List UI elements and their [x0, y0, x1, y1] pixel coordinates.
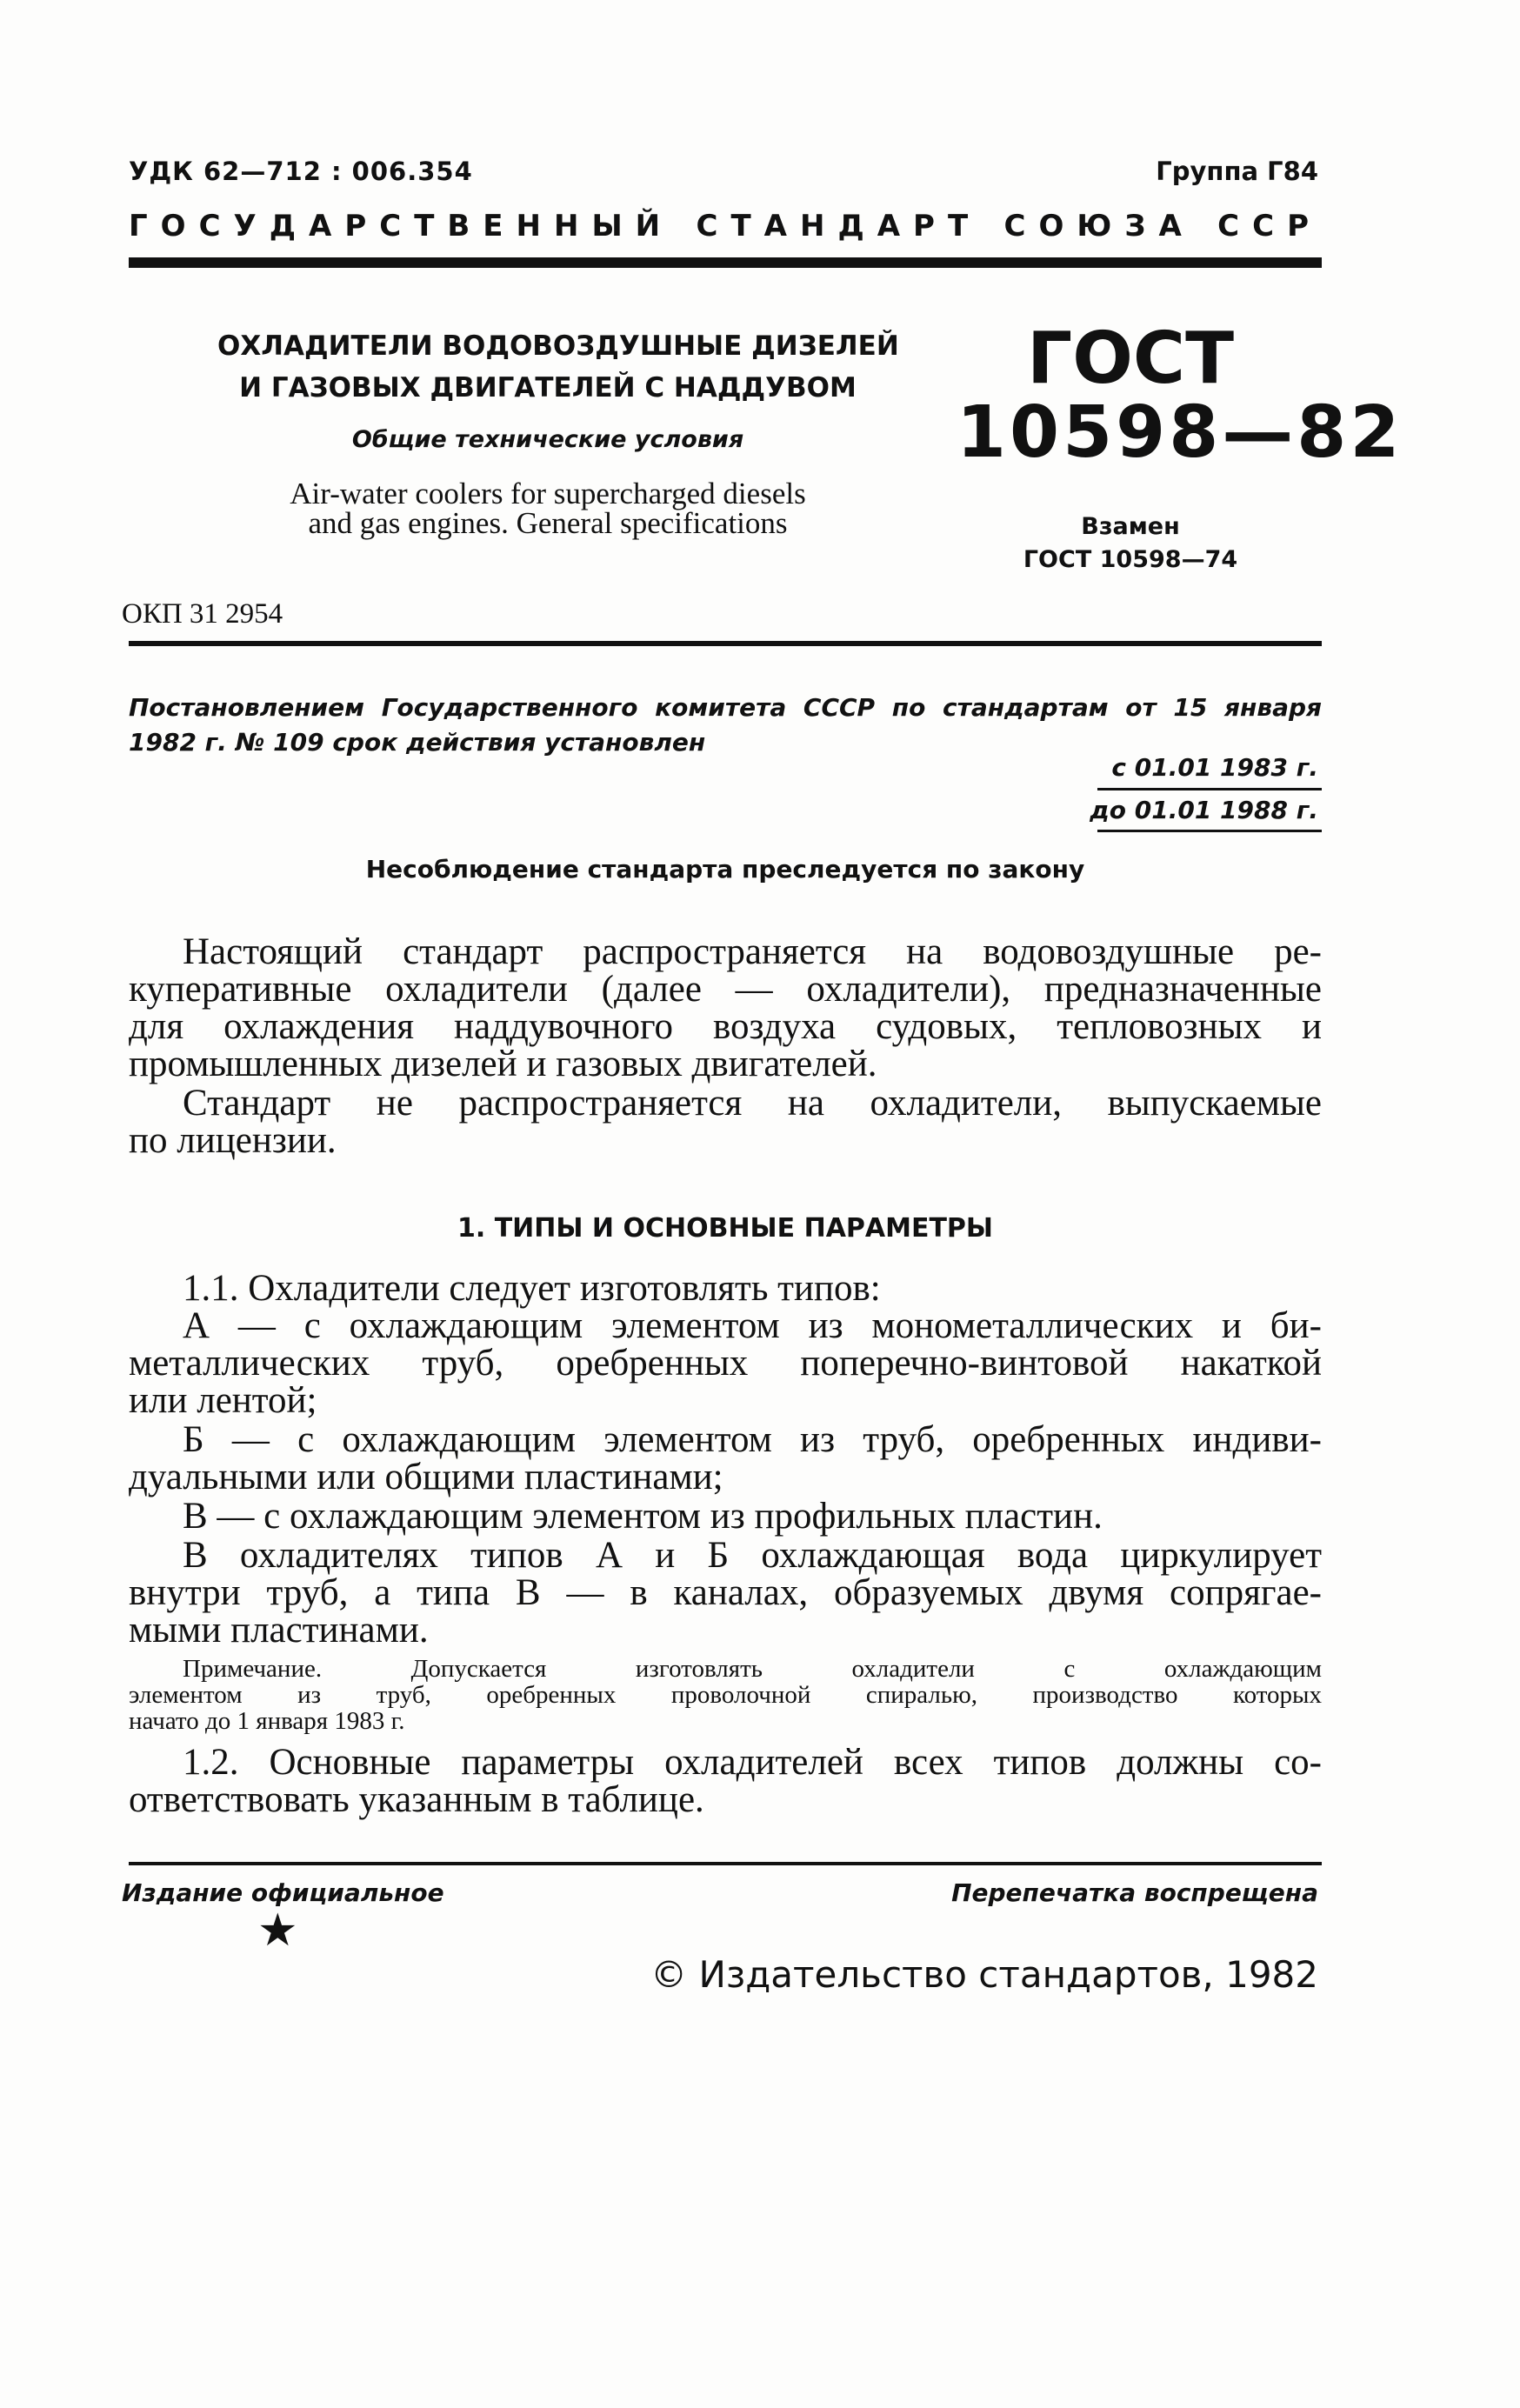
type-a-line: металлических труб, оребренных поперечно-винтовой накаткой: [129, 1343, 1322, 1384]
section-title: 1. ТИПЫ И ОСНОВНЫЕ ПАРАМЕТРЫ: [457, 1213, 993, 1244]
law-notice: Несоблюдение стандарта преследуется по закону: [365, 855, 1085, 884]
intro-p1-line: Настоящий стандарт распространяется на водовоздушные ре-: [183, 931, 1322, 972]
decree-text: Постановлением Государственного комитета СССР по стандартам от 15 января 1982 г. № 109 срок действия установлен: [129, 693, 1322, 757]
footer-rule: [129, 1862, 1322, 1865]
english-title-line-1: Air-water coolers for supercharged diesels: [290, 477, 806, 510]
type-b-line: дуальными или общими пластинами;: [129, 1457, 723, 1497]
gost-label: ГОСТ: [1026, 317, 1235, 400]
circulation-line: В охладителях типов А и Б охлаждающая вода циркулирует: [183, 1535, 1322, 1576]
english-title-line-2: and gas engines. General specifications: [308, 506, 788, 540]
clause-1-2-line: ответствовать указанным в таблице.: [129, 1779, 704, 1820]
top-rule: [129, 257, 1322, 268]
replaces-label: Взамен: [1081, 513, 1180, 540]
section-rule: [129, 641, 1322, 646]
type-v-line: В — с охлаждающим элементом из профильных пластин.: [183, 1496, 1103, 1537]
note-line: Примечание. Допускается изготовлять охладители с охлаждающим: [183, 1655, 1322, 1683]
title-line-2: И ГАЗОВЫХ ДВИГАТЕЛЕЙ С НАДДУВОМ: [239, 372, 857, 404]
circulation-line: мыми пластинами.: [129, 1610, 429, 1651]
type-a-line: А — с охлаждающим элементом из монометаллических и би-: [183, 1305, 1322, 1346]
udk-code: УДК 62—712 : 006.354: [129, 157, 473, 186]
heading-word: СОЮЗА: [1003, 209, 1195, 243]
copyright: © Издательство стандартов, 1982: [650, 1953, 1318, 1996]
valid-to: до 01.01 1988 г.: [1090, 796, 1318, 824]
heading-word: ГОСУДАРСТВЕННЫЙ: [129, 209, 674, 243]
clause-1-1: 1.1. Охладители следует изготовлять типов:: [183, 1268, 881, 1309]
state-standard-heading: [129, 209, 1322, 243]
intro-p2-line: Стандарт не распространяется на охладители, выпускаемые: [183, 1083, 1322, 1124]
heading-word: СТАНДАРТ: [696, 209, 982, 243]
valid-from-underline: [1097, 788, 1322, 790]
clause-1-2-line: 1.2. Основные параметры охладителей всех типов должны со-: [183, 1742, 1322, 1783]
valid-to-underline: [1097, 830, 1322, 832]
reprint-prohibited: Перепечатка воспрещена: [951, 1878, 1318, 1907]
intro-p2-line: по лицензии.: [129, 1120, 337, 1161]
title-line-1: ОХЛАДИТЕЛИ ВОДОВОЗДУШНЫЕ ДИЗЕЛЕЙ: [217, 330, 899, 362]
intro-p1-line: куперативные охладители (далее — охладители), предназначенные: [129, 969, 1322, 1010]
okp-code: ОКП 31 2954: [122, 598, 283, 630]
official-edition: Издание официальное: [122, 1878, 444, 1907]
gost-number: 10598—82: [957, 391, 1403, 474]
circulation-line: внутри труб, а типа В — в каналах, образуемых двумя сопрягае-: [129, 1572, 1322, 1613]
replaces-standard: ГОСТ 10598—74: [1023, 546, 1238, 573]
group-code: Группа Г84: [1156, 157, 1318, 186]
heading-word: ССР: [1217, 209, 1322, 243]
note-line: начато до 1 января 1983 г.: [129, 1707, 405, 1735]
type-a-line: или лентой;: [129, 1380, 317, 1421]
type-b-line: Б — с охлаждающим элементом из труб, оребренных индиви-: [183, 1419, 1322, 1460]
intro-p1-line: промышленных дизелей и газовых двигателей.: [129, 1044, 877, 1084]
note-line: элементом из труб, оребренных проволочной спиралью, производство которых: [129, 1681, 1322, 1709]
intro-p1-line: для охлаждения наддувочного воздуха судовых, тепловозных и: [129, 1006, 1322, 1047]
valid-from: с 01.01 1983 г.: [1111, 753, 1318, 782]
star-icon: ★: [257, 1904, 298, 1957]
subtitle: Общие технические условия: [351, 426, 744, 453]
